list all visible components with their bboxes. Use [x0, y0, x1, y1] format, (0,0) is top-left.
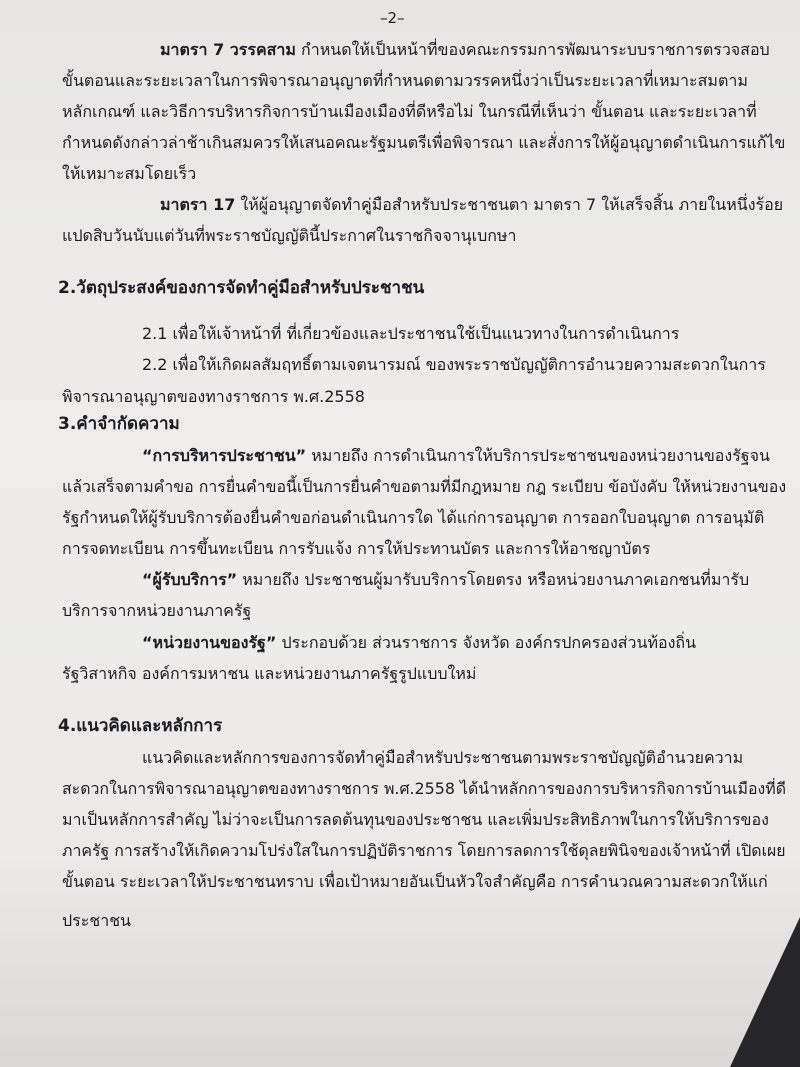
- paragraph-2-line-1: [160, 195, 783, 215]
- section-4-line-1: แนวคิดและหลักการของการจัดทำคู่มือสำหรับประชาชนตามพระราชบัญญัติอำนวยความ: [142, 748, 744, 767]
- paragraph-text: ให้ผู้อนุญาตจัดทำคู่มือสำหรับประชาชนตา มาตรา 7 ให้เสร็จสิ้น ภายในหนึ่งร้อย: [235, 195, 784, 214]
- background-corner: [730, 917, 800, 1067]
- section-4-heading: 4.แนวคิดและหลักการ: [58, 716, 223, 736]
- section-2-heading: 2.วัตถุประสงค์ของการจัดทำคู่มือสำหรับประชาชน: [58, 278, 425, 298]
- definition-3-line-2: รัฐวิสาหกิจ องค์การมหาชน และหน่วยงานภาครัฐรูปแบบใหม่: [62, 664, 477, 683]
- definition-term: “ผู้รับบริการ”: [142, 570, 238, 589]
- paragraph-1-line-2: ขั้นตอนและระยะเวลาในการพิจารณาอนุญาตที่กำหนดตามวรรคหนึ่งว่าเป็นระยะเวลาที่เหมาะสมตาม: [62, 71, 748, 90]
- definition-term: “หน่วยงานของรัฐ”: [142, 633, 277, 652]
- paragraph-1-line-5: ให้เหมาะสมโดยเร็ว: [62, 164, 197, 183]
- section-4-line-5: ขั้นตอน ระยะเวลาให้ประชาชนทราบ เพื่อเป้าหมายอันเป็นหัวใจสำคัญคือ การคำนวณความสะดวกให้แก่: [62, 872, 768, 891]
- definition-2-line-2: บริการจากหน่วยงานภาครัฐ: [62, 601, 252, 620]
- definition-3-line-1: [142, 633, 696, 653]
- section-2-item-2-line-1: 2.2 เพื่อให้เกิดผลสัมฤทธิ์ตามเจตนารมณ์ ของพระราชบัญญัติการอำนวยความสะดวกในการ: [142, 355, 766, 374]
- paragraph-2-line-2: แปดสิบวันนับแต่วันที่พระราชบัญญัตินี้ประกาศในราชกิจจานุเบกษา: [62, 226, 517, 245]
- section-reference: มาตรา 17: [160, 195, 236, 214]
- section-4-line-3: มาเป็นหลักการสำคัญ ไม่ว่าจะเป็นการลดต้นทุนของประชาชน และเพิ่มประสิทธิภาพในการให้บริการของ: [62, 810, 769, 829]
- definition-text: ประกอบด้วย ส่วนราชการ จังหวัด องค์กรปกครองส่วนท้องถิ่น: [276, 633, 697, 652]
- section-reference: มาตรา 7 วรรคสาม: [160, 40, 296, 59]
- section-3-heading: 3.คำจำกัดความ: [58, 414, 180, 434]
- paragraph-1-line-3: หลักเกณฑ์ และวิธีการบริหารกิจการบ้านเมืองเมืองที่ดีหรือไม่ ในกรณีที่เห็นว่า ขั้นตอน และระยะเวลาที่: [62, 102, 757, 121]
- definition-1-line-2: แล้วเสร็จตามคำขอ การยื่นคำขอนี้เป็นการยื่นคำขอตามที่มีกฎหมาย กฎ ระเบียบ ข้อบังคับ ให้หน่วยงานของ: [62, 477, 787, 496]
- page-number: –2–: [380, 9, 405, 27]
- definition-1-line-4: การจดทะเบียน การขึ้นทะเบียน การรับแจ้ง การให้ประทานบัตร และการให้อาชญาบัตร: [62, 539, 651, 558]
- paragraph-1-line-4: กำหนดดังกล่าวล่าช้าเกินสมควรให้เสนอคณะรัฐมนตรีเพื่อพิจารณา และสั่งการให้ผู้อนุญาตดำเนินการแก้ไข: [62, 133, 786, 152]
- definition-1-line-3: รัฐกำหนดให้ผู้รับบริการต้องยื่นคำขอก่อนดำเนินการใด ได้แก่การอนุญาต การออกใบอนุญาต การอนุมัติ: [62, 508, 765, 527]
- definition-2-line-1: [142, 570, 749, 590]
- section-4-line-6: ประชาชน: [62, 911, 131, 930]
- definition-text: หมายถึง การดำเนินการให้บริการประชาชนของหน่วยงานของรัฐจน: [306, 446, 770, 465]
- paragraph-1-line-1: [160, 40, 770, 60]
- section-4-line-4: ภาครัฐ การสร้างให้เกิดความโปร่งใสในการปฏิบัติราชการ โดยการลดการใช้ดุลยพินิจของเจ้าหน้าที่ เปิดเผย: [62, 841, 786, 860]
- definition-1-line-1: [142, 446, 770, 466]
- section-4-line-2: สะดวกในการพิจารณาอนุญาตของทางราชการ พ.ศ.2558 ได้นำหลักการของการบริหารกิจการบ้านเมืองที่ดี: [62, 779, 787, 798]
- section-2-item-1: 2.1 เพื่อให้เจ้าหน้าที่ ที่เกี่ยวข้องและประชาชนใช้เป็นแนวทางในการดำเนินการ: [142, 324, 680, 343]
- paragraph-text: กำหนดให้เป็นหน้าที่ของคณะกรรมการพัฒนาระบบราชการตรวจสอบ: [295, 40, 770, 59]
- section-2-item-2-line-2: พิจารณาอนุญาตของทางราชการ พ.ศ.2558: [62, 387, 365, 406]
- definition-text: หมายถึง ประชาชนผู้มารับบริการโดยตรง หรือหน่วยงานภาคเอกชนที่มารับ: [237, 570, 750, 589]
- definition-term: “การบริหารประชาชน”: [142, 446, 307, 465]
